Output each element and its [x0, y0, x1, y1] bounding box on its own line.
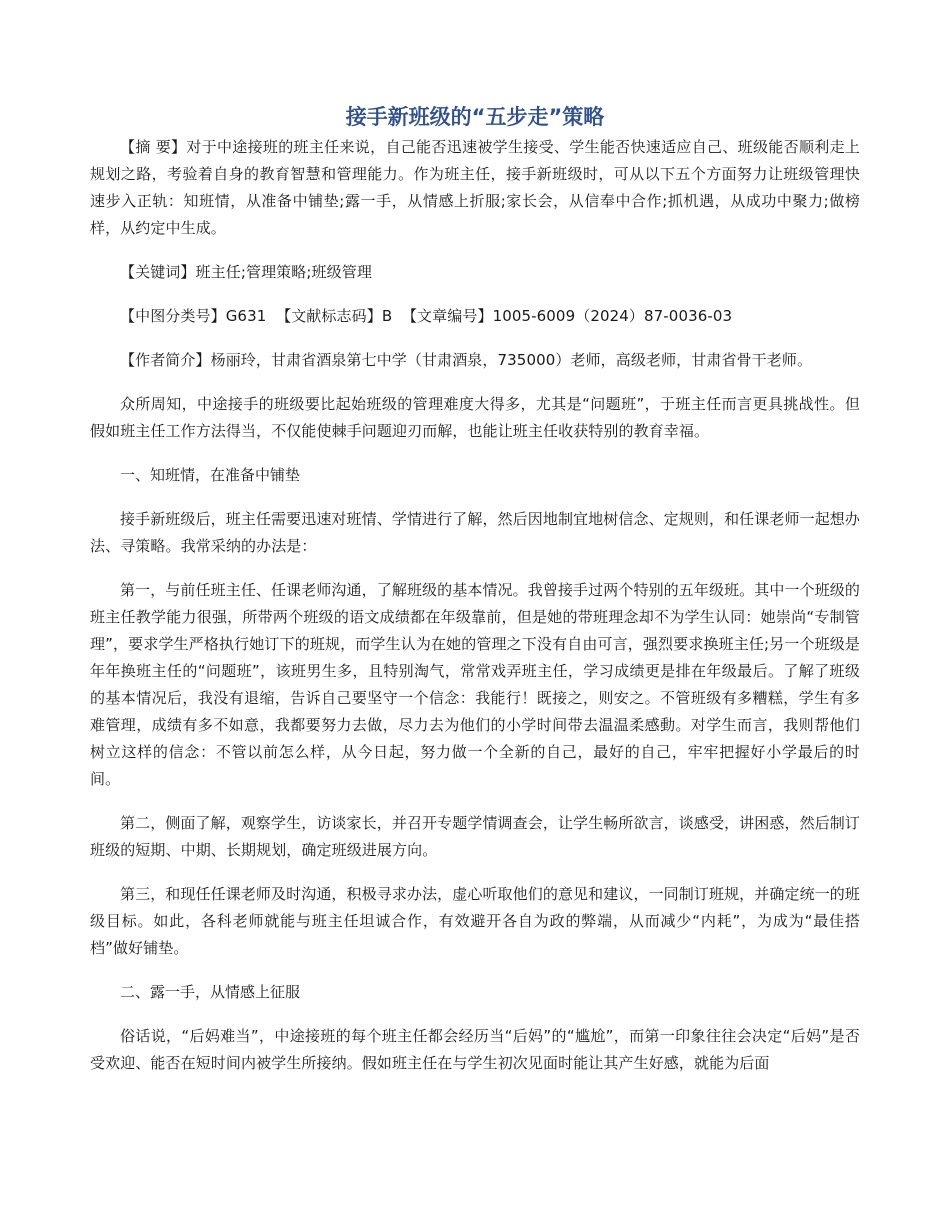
clc-value: G631	[225, 307, 267, 325]
doc-code-value: B	[381, 307, 393, 325]
article-no-label: 【文章编号】	[401, 307, 493, 325]
abstract	[90, 134, 860, 242]
body-paragraph: 第二，侧面了解，观察学生，访谈家长，并召开专题学情调查会，让学生畅所欲言，谈感受，讲困惑，然后制订班级的短期、中期、长期规划，确定班级进展方向。	[90, 814, 860, 859]
section-heading-2: 二、露一手，从情感上征服	[120, 983, 301, 1001]
article-no-value: 1005-6009（2024）87-0036-03	[492, 307, 733, 325]
section-heading-1: 一、知班情，在准备中铺垫	[120, 466, 301, 484]
abstract-label: 【摘 要】	[120, 138, 187, 156]
body-paragraph: 第三，和现任任课老师及时沟通，积极寻求办法，虚心听取他们的意见和建议，一同制订班规，并确定统一的班级目标。如此，各科老师就能与班主任坦诚合作，有效避开各自为政的弊端，从而减少“内耗”，为成为“最佳搭档”做好铺垫。	[90, 885, 860, 957]
keywords-label: 【关键词】	[120, 263, 196, 281]
body-paragraph: 第一，与前任班主任、任课老师沟通，了解班级的基本情况。我曾接手过两个特别的五年级班。其中一个班级的班主任教学能力很强，所带两个班级的语文成绩都在年级靠前，但是她的带班理念却不为学生认同：她崇尚“专制管理”，要求学生严格执行她订下的班规，而学生认为在她的管理之下没有自由可言，强烈要求换班主任;另一个班级是年年换班主任的“问题班”，该班男生多，且特别淘气，常常戏弄班主任，学习成绩更是排在年级最后。了解了班级的基本情况后，我没有退缩，告诉自己要坚守一个信念：我能行！既接之，则安之。不管班级有多糟糕，学生有多难管理，成绩有多不如意，我都要努力去做，尽力去为他们的小学时间带去温温柔感動。对学生而言，我则帮他们树立这样的信念：不管以前怎么样，从今日起，努力做一个全新的自己，最好的自己，牢牢把握好小学最后的时间。	[90, 581, 860, 788]
doc-code-label: 【文献标志码】	[276, 307, 382, 325]
abstract-text: 对于中途接班的班主任来说，自己能否迅速被学生接受、学生能否快速适应自己、班级能否顺利走上规划之路，考验着自身的教育智慧和管理能力。作为班主任，接手新班级时，可从以下五个方面努力让班级管理快速步入正轨：知班情，从准备中铺垫;露一手，从情感上折服;家长会，从信奉中合作;抓机遇，从成功中聚力;做榜样，从约定中生成。	[90, 138, 860, 237]
clc-label: 【中图分类号】	[120, 307, 226, 325]
body-paragraph: 俗话说，“后妈难当”，中途接班的每个班主任都会经历当“后妈”的“尴尬”，而第一印象往往会决定“后妈”是否受欢迎、能否在短时间内被学生所接纳。假如班主任在与学生初次见面时能让其产生好感，就能为后面	[90, 1027, 860, 1072]
body-paragraph-intro: 众所周知，中途接手的班级要比起始班级的管理难度大得多，尤其是“问题班”，于班主任而言更具挑战性。但假如班主任工作方法得当，不仅能使棘手问题迎刃而解，也能让班主任收获特别的教育幸福。	[90, 395, 860, 440]
author-info	[90, 347, 860, 374]
document-page	[90, 100, 860, 1094]
keywords	[90, 259, 860, 286]
keywords-text: 班主任;管理策略;班级管理	[195, 263, 372, 281]
body-paragraph: 接手新班级后，班主任需要迅速对班情、学情进行了解，然后因地制宜地树信念、定规则，和任课老师一起想办法、寻策略。我常采纳的办法是：	[90, 510, 860, 555]
classification-line	[90, 303, 860, 330]
author-text: 杨丽玲，甘肃省酒泉第七中学（甘肃酒泉，735000）老师，高级老师，甘肃省骨干老师。	[210, 351, 813, 369]
author-label: 【作者简介】	[120, 351, 211, 369]
page-title: 接手新班级的“五步走”策略	[345, 105, 605, 129]
